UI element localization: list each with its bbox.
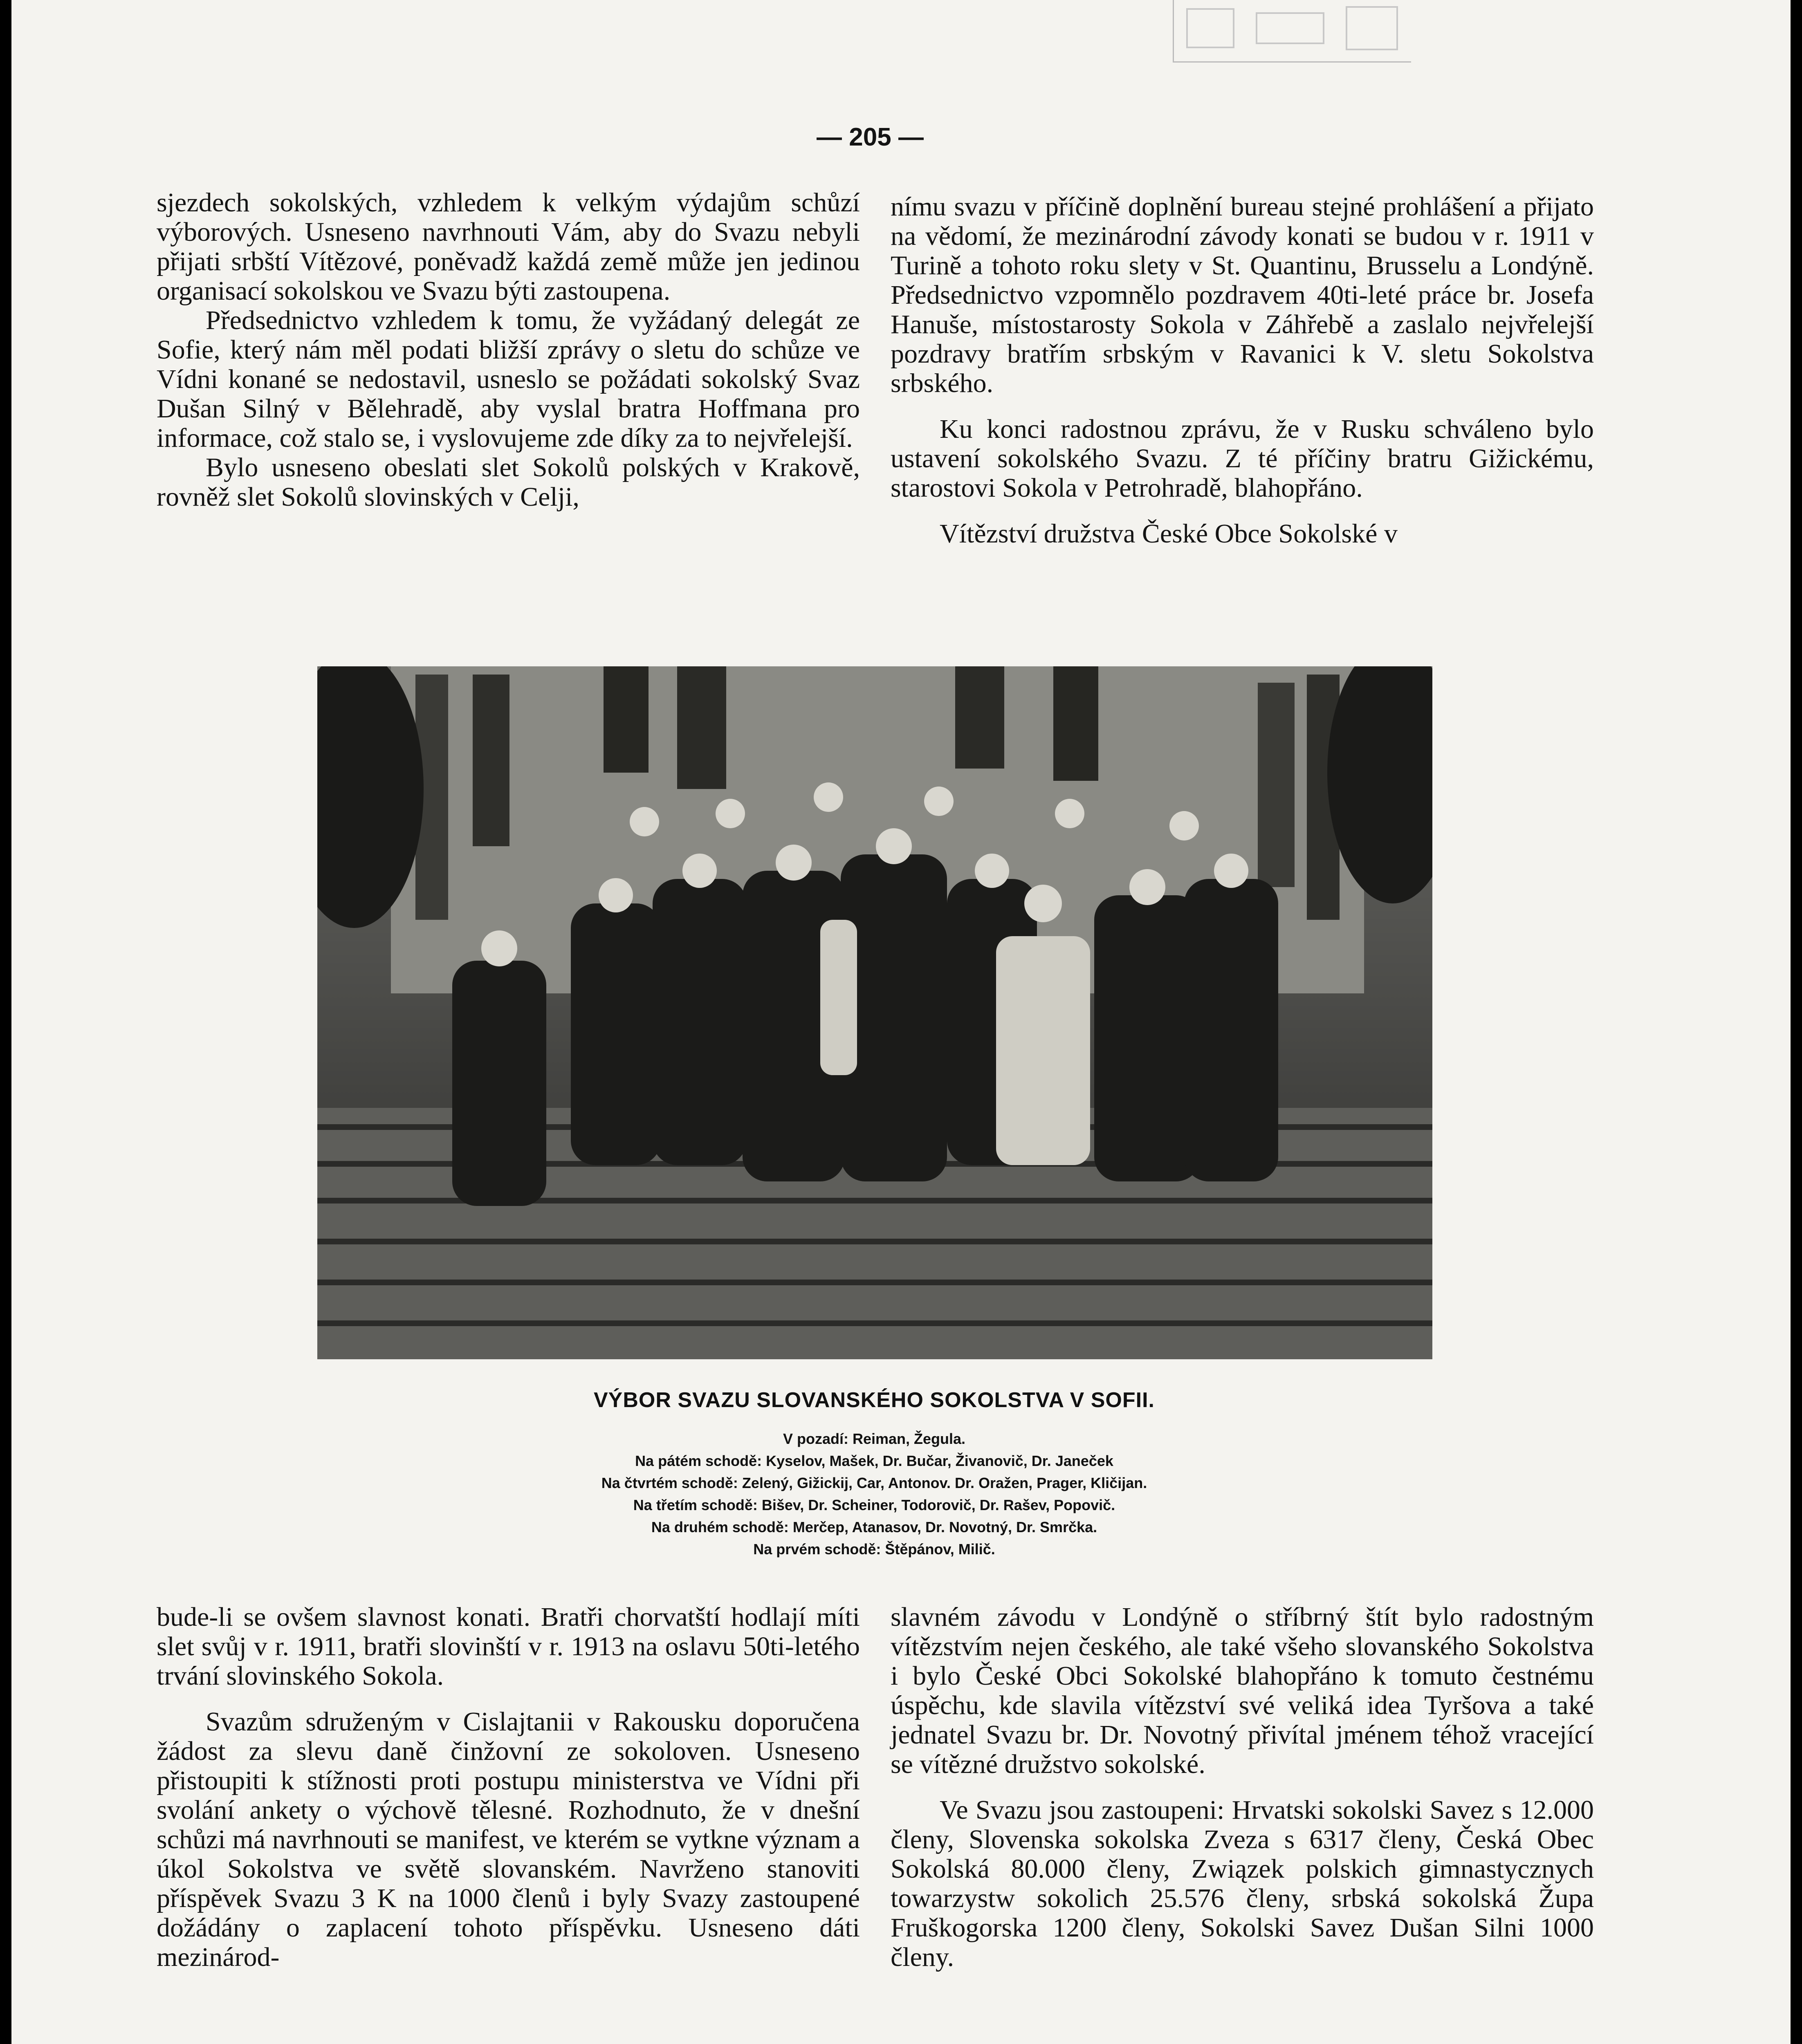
paragraph: Předsednictvo vzhledem k tomu, že vyžádaný delegát ze Sofie, který nám měl podati bližší zprávy o sletu do schůze ve Vídni konané se nedostavil, usneslo se požádati sokolský Svaz Dušan Silný v Bělehradě, aby vyslal bratra Hoffmana pro informace, což stalo se, i vyslovujeme zde díky za to nejvřelejší. bbox=[157, 305, 860, 453]
paragraph: Vítězství družstva České Obce Sokolské v bbox=[940, 519, 1398, 549]
paragraph: Ku konci radostnou zprávu, že v Rusku schváleno bylo ustavení sokolského Svazu. Z té příčiny bratru Gižickému, starostovi Sokola v Petrohradě, blahopřáno. bbox=[891, 414, 1594, 503]
text-column-bottom-left bbox=[157, 1602, 860, 1972]
caption-line: Na třetím schodě: Bišev, Dr. Scheiner, Todorovič, Dr. Rašev, Popovič. bbox=[633, 1497, 1115, 1513]
text-column-top-left bbox=[157, 188, 860, 512]
caption-line: V pozadí: Reiman, Žegula. bbox=[783, 1430, 966, 1447]
caption-line: Na prvém schodě: Štěpánov, Milič. bbox=[753, 1541, 995, 1558]
paragraph: Ve Svazu jsou zastoupeni: Hrvatski sokolski Savez s 12.000 členy, Slovenska sokolska Zveza s 6317 členy, Česká Obec Sokolská 80.000 členy, Związek polskich gimnastycznych towarzystw sokolich 25.576 členy, srbská sokolská Župa Fruškogorska 1200 členy, Sokolski Savez Dušan Silni 1000 členy. bbox=[891, 1795, 1594, 1972]
caption-line: Na čtvrtém schodě: Zelený, Gižickij, Car, Antonov. Dr. Oražen, Prager, Kličijan. bbox=[601, 1475, 1147, 1491]
paragraph: Svazům sdruženým v Cislajtanii v Rakousku doporučena žádost za slevu daně činžovní ze sokoloven. Usneseno přistoupiti k stížnosti proti postupu ministerstva ve Vídni při svolání ankety o výchově tělesné. Rozhodnuto, že v dnešní schůzi má navrhnouti se manifest, ve kterém se vytkne význam a úkol Sokolstva ve světě slovanském. Navrženo stanoviti příspěvek Svazu 3 K na 1000 členů i byly Svazy zastoupené dožádány o zaplacení tohoto příspěvku. Usneseno dáti mezinárod- bbox=[157, 1707, 860, 1972]
paragraph: slavném závodu v Londýně o stříbrný štít bylo radostným vítězstvím nejen českého, ale také všeho slovanského Sokolstva i bylo České Obci Sokolské blahopřáno k tomuto čestnému úspěchu, kde slavila vítězství své veliká idea Tyršova a také jednatel Svazu br. Dr. Novotný přivítal jménem téhož vracející se vítězné družstvo sokolské. bbox=[891, 1602, 1594, 1779]
text-column-top-right bbox=[891, 192, 1594, 549]
text-column-bottom-right bbox=[891, 1602, 1594, 1972]
paragraph: Bylo usneseno obeslati slet Sokolů polských v Krakově, rovněž slet Sokolů slovinských v Celji, bbox=[157, 453, 860, 512]
paragraph: bude-li se ovšem slavnost konati. Bratři chorvatští hodlají míti slet svůj v r. 1911, bratři slovinští v r. 1913 na oslavu 50ti-letého trvání slovinského Sokola. bbox=[157, 1602, 860, 1691]
paragraph: sjezdech sokolských, vzhledem k velkým výdajům schůzí výborových. Usneseno navrhnouti Vám, aby do Svazu nebyli přijati srbští Vítězové, poněvadž každá země může jen jedinou organisací sokolskou ve Svazu býti zastoupena. bbox=[157, 188, 860, 306]
group-photograph bbox=[317, 666, 1432, 1359]
caption-line: Na druhém schodě: Merčep, Atanasov, Dr. Novotný, Dr. Smrčka. bbox=[651, 1519, 1097, 1535]
library-stamp bbox=[1173, 0, 1411, 63]
caption-line: Na pátém schodě: Kyselov, Mašek, Dr. Bučar, Živanovič, Dr. Janeček bbox=[635, 1452, 1113, 1469]
photo-caption bbox=[257, 1388, 1492, 1560]
caption-title: VÝBOR SVAZU SLOVANSKÉHO SOKOLSTVA V SOFII. bbox=[594, 1388, 1155, 1412]
page-number: — 205 — bbox=[817, 123, 924, 151]
paragraph: nímu svazu v příčině doplnění bureau stejné prohlášení a přijato na vědomí, že mezinárodní závody konati se budou v r. 1911 v Turině a tohoto roku slety v St. Quantinu, Brusselu a Londýně. Předsednictvo vzpomnělo pozdravem 40ti-leté práce br. Josefa Hanuše, místostarosty Sokola v Záhřebě a zaslalo nejvřelejší pozdravy bratřím srbským v Ravanici k V. sletu Sokolstva srbského. bbox=[891, 192, 1594, 398]
page-sheet bbox=[11, 0, 1791, 2044]
